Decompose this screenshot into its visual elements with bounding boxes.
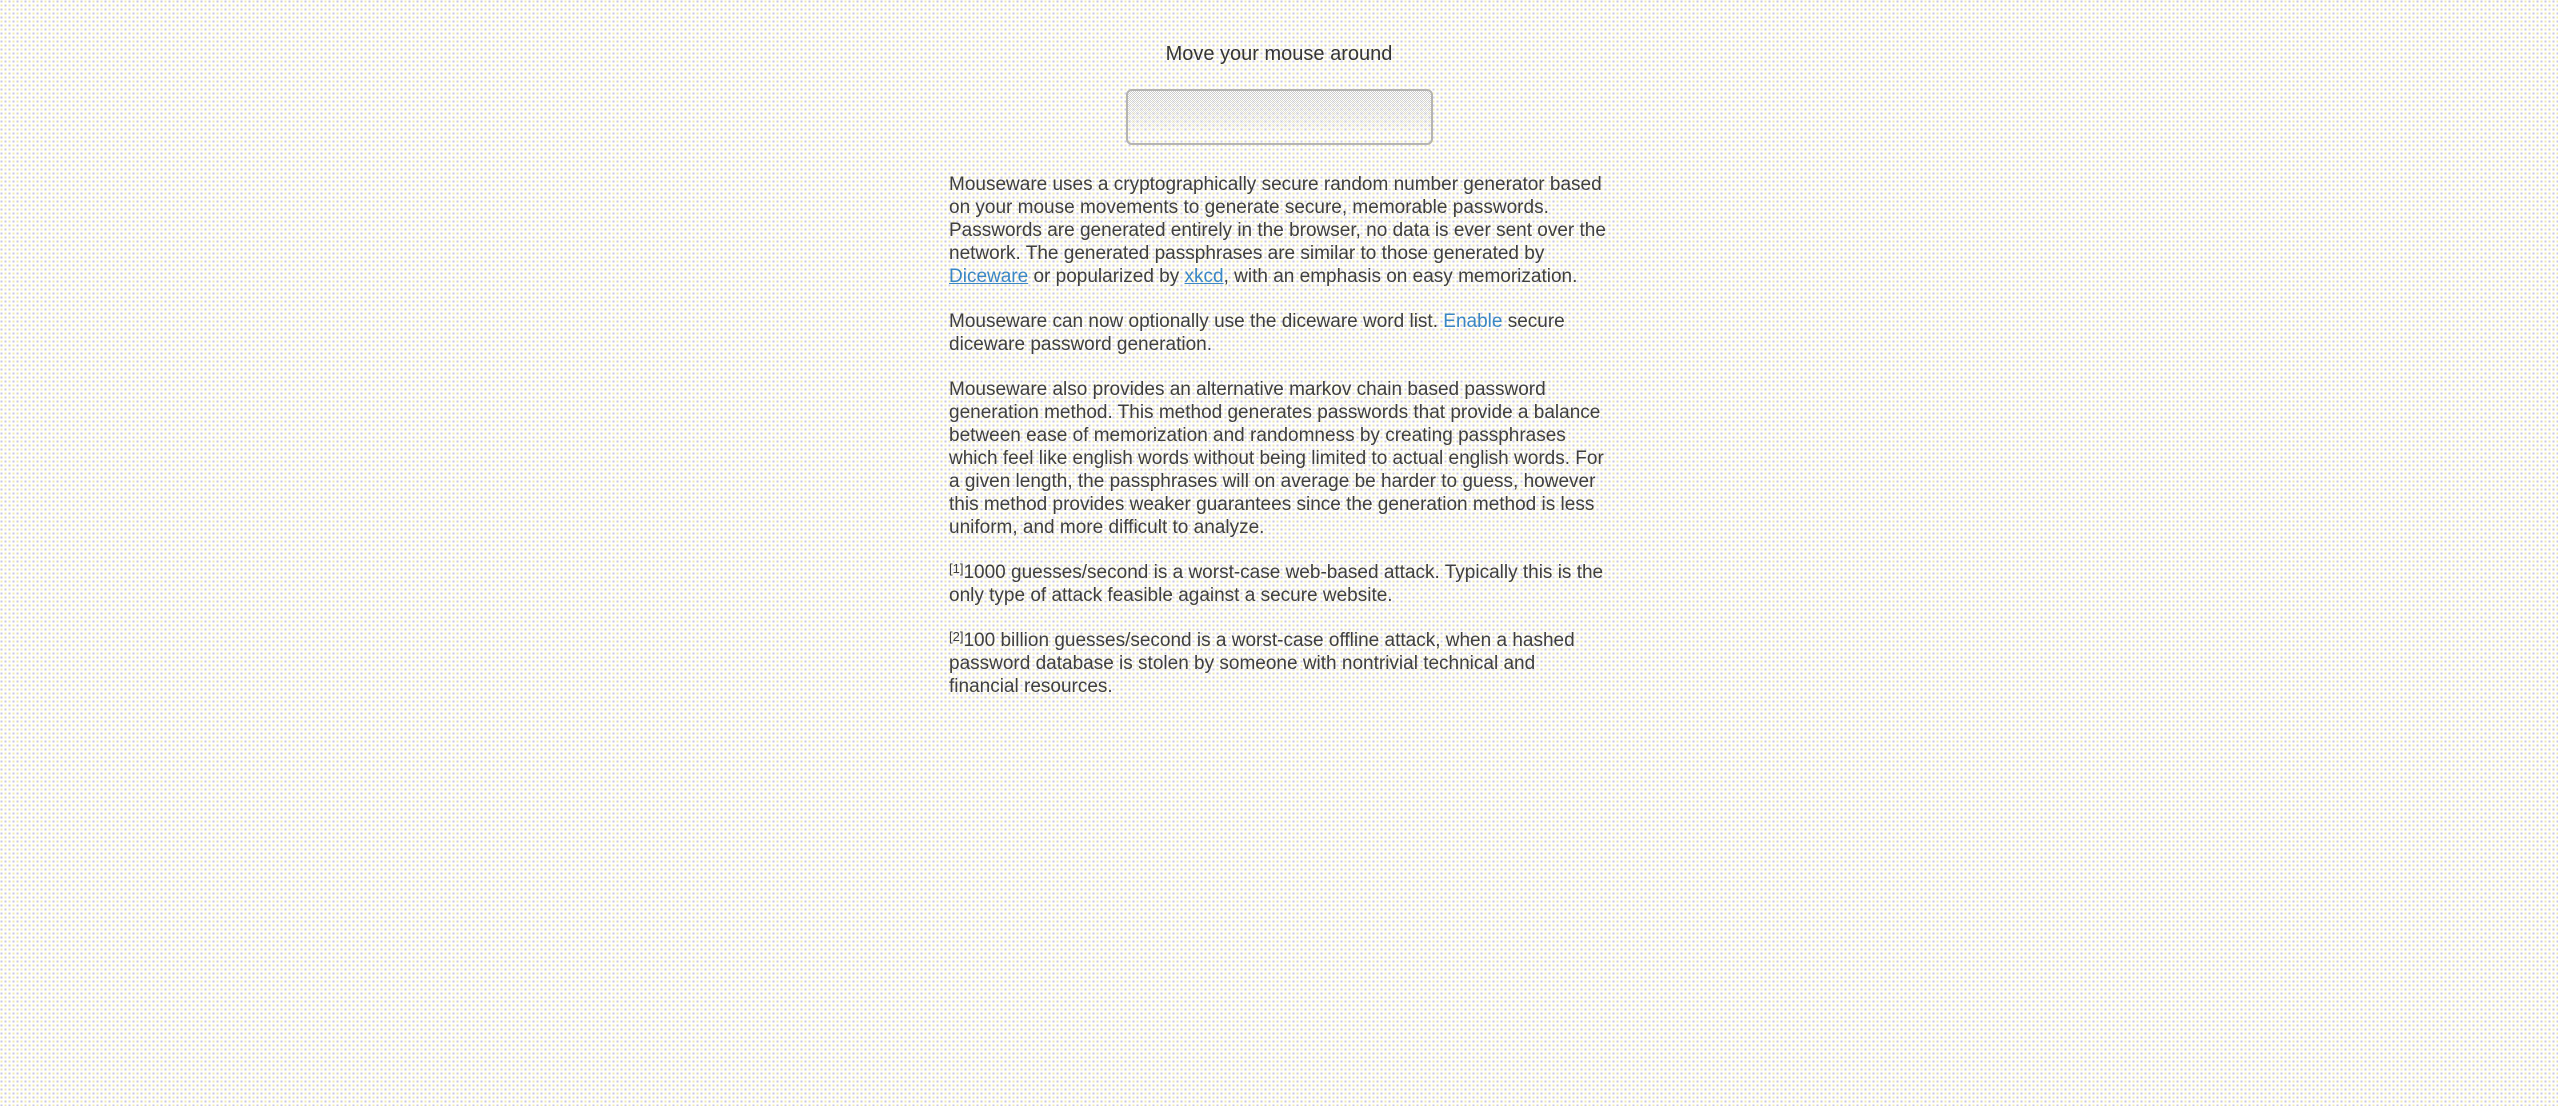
diceware-link[interactable]: Diceware: [949, 266, 1029, 287]
footnote-1-text: 1000 guesses/second is a worst-case web-based attack. Typically this is the only type of attack feasible against a secure website.: [949, 562, 1604, 606]
footnote-1: [949, 561, 1609, 607]
diceware-text-2: secure diceware password generation.: [949, 311, 1565, 355]
diceware-paragraph: [949, 310, 1609, 356]
intro-text-2: or popularized by: [1028, 266, 1185, 287]
enable-diceware-link[interactable]: Enable: [1443, 311, 1503, 332]
markov-paragraph: Mouseware also provides an alternative markov chain based password generation method. This method generates passwords that provide a balance between ease of memorization and randomness by creating passphrases which feel like english words without being limited to actual english words. For a given length, the passphrases will on average be harder to guess, however this method provides weaker guarantees since the generation method is less uniform, and more difficult to analyze.: [949, 379, 1604, 538]
footnote-2-marker: [2]: [949, 629, 964, 644]
intro-paragraph: [949, 173, 1609, 288]
footnote-2-text: 100 billion guesses/second is a worst-case offline attack, when a hashed password database is stolen by someone with nontrivial technical and financial resources.: [949, 630, 1575, 697]
diceware-text-1: Mouseware can now optionally use the diceware word list.: [949, 311, 1444, 332]
mouse-entropy-progress-bar[interactable]: [1126, 89, 1433, 145]
footnote-1-marker: [1]: [949, 561, 964, 576]
page-title: Move your mouse around: [1165, 43, 1393, 65]
xkcd-link[interactable]: xkcd: [1184, 266, 1224, 287]
intro-text-3: , with an emphasis on easy memorization.: [1223, 266, 1578, 287]
content-column: [949, 0, 1609, 698]
footnote-2: [949, 629, 1609, 698]
intro-text-1: Mouseware uses a cryptographically secure random number generator based on your mouse movements to generate secure, memorable passwords. Passwords are generated entirely in the browser, no data is ever sent over the network. The generated passphrases are similar to those generated by: [949, 174, 1606, 264]
